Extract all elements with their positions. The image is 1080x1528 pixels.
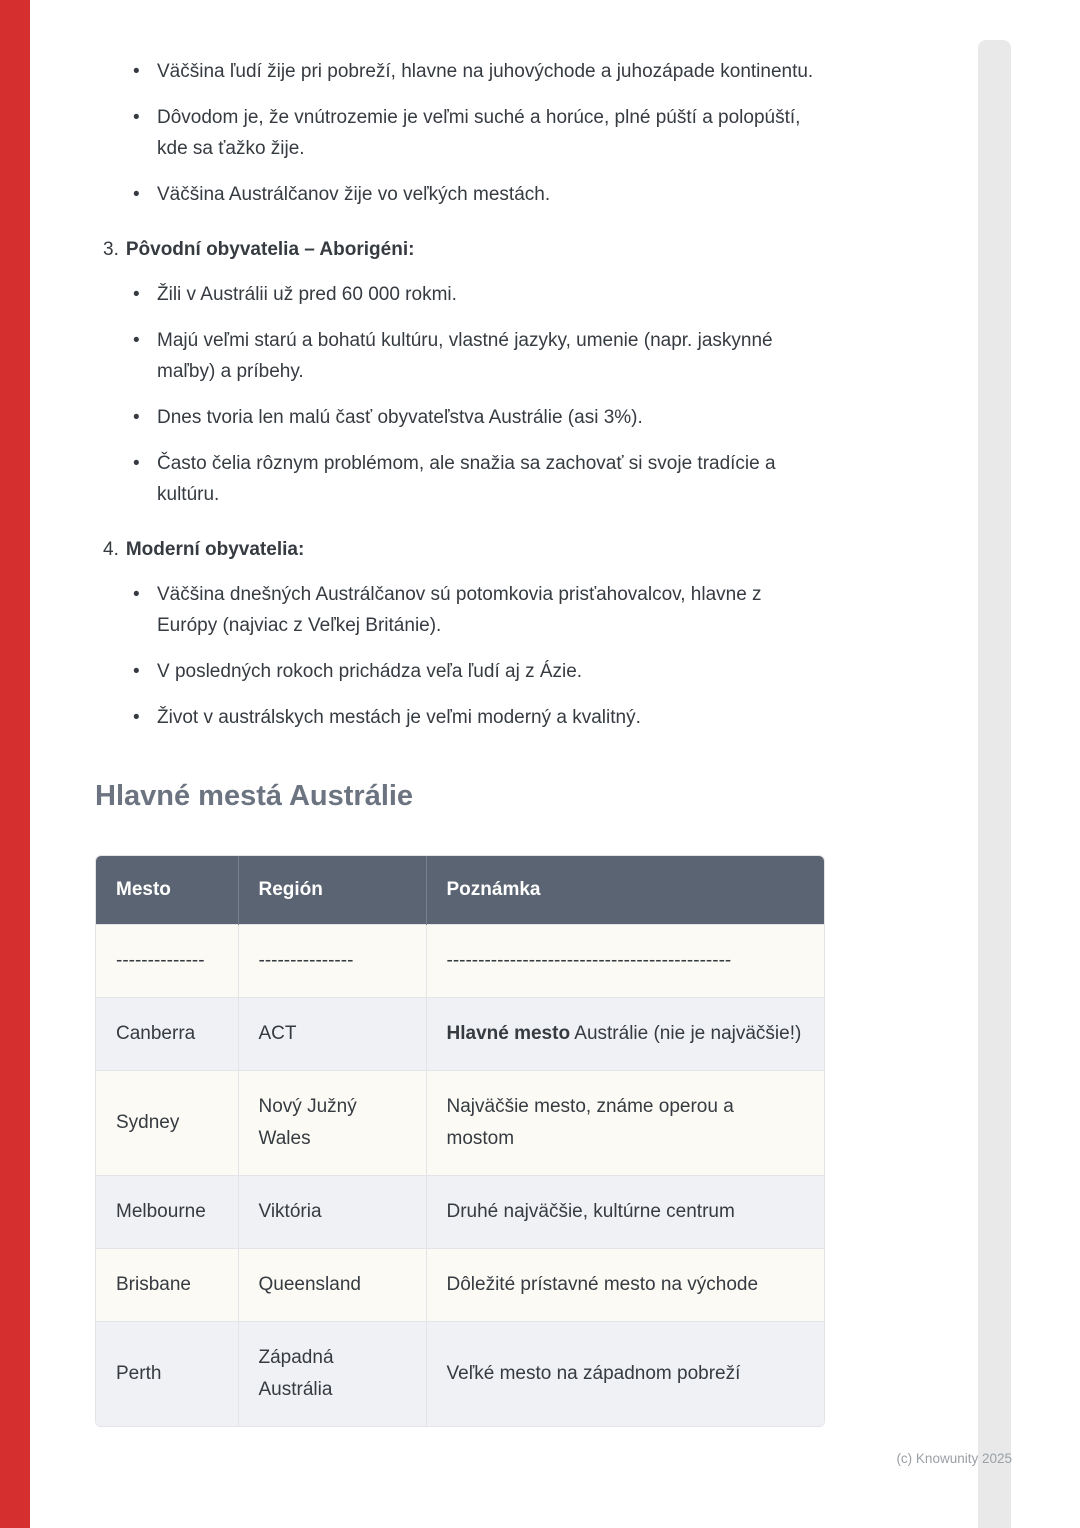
bullet-item: • Väčšina Austrálčanov žije vo veľkých mestách. bbox=[157, 179, 825, 210]
table-cell-city: Canberra bbox=[96, 998, 238, 1071]
section-title bbox=[95, 534, 860, 565]
note-text: Druhé najväčšie, kultúrne centrum bbox=[446, 1201, 735, 1222]
table-cell-city: Perth bbox=[96, 1322, 238, 1427]
column-header-city: Mesto bbox=[96, 856, 238, 925]
copyright-notice: (c) Knowunity 2025 bbox=[896, 1451, 1012, 1466]
bullet-item: • Väčšina dnešných Austrálčanov sú potomkovia prisťahovalcov, hlavne z Európy (najviac z Veľkej Británie). bbox=[157, 579, 825, 641]
note-text: Najväčšie mesto, známe operou a mostom bbox=[446, 1096, 734, 1149]
table-cell-region: Nový Južný Wales bbox=[238, 1071, 426, 1176]
note-bold-text: Hlavné mesto bbox=[446, 1023, 571, 1044]
bullet-item: • Často čelia rôznym problémom, ale snažia sa zachovať si svoje tradície a kultúru. bbox=[157, 448, 825, 510]
bullet-item: • Dôvodom je, že vnútrozemie je veľmi suché a horúce, plné púští a polopúští, kde sa ťažko žije. bbox=[157, 102, 825, 164]
table-cell-city: Sydney bbox=[96, 1071, 238, 1176]
table-cell-separator: --------------------------------------------- bbox=[426, 925, 825, 998]
section-bullet-list bbox=[95, 279, 860, 510]
table-row bbox=[96, 998, 825, 1071]
table-cell-note bbox=[426, 1071, 825, 1176]
table-separator-row bbox=[96, 925, 825, 998]
table-cell-region: Západná Austrália bbox=[238, 1322, 426, 1427]
section-bullet-list bbox=[95, 579, 860, 733]
note-text: Dôležité prístavné mesto na východe bbox=[446, 1274, 759, 1295]
bullet-item: • Žili v Austrálii už pred 60 000 rokmi. bbox=[157, 279, 825, 310]
table-cell-note bbox=[426, 1176, 825, 1249]
section-number: 3. bbox=[103, 239, 119, 260]
table-cell-city: Brisbane bbox=[96, 1249, 238, 1322]
section-title-text: Moderní obyvatelia: bbox=[125, 539, 305, 560]
bullet-item: • V posledných rokoch prichádza veľa ľudí aj z Ázie. bbox=[157, 656, 825, 687]
table-row bbox=[96, 1071, 825, 1176]
bullet-item: • Majú veľmi starú a bohatú kultúru, vlastné jazyky, umenie (napr. jaskynné maľby) a príbehy. bbox=[157, 325, 825, 387]
table-cell-separator: --------------- bbox=[238, 925, 426, 998]
page-title: Hlavné mestá Austrálie bbox=[95, 780, 414, 812]
section-number: 4. bbox=[103, 539, 119, 560]
cities-table-grid bbox=[96, 856, 825, 1426]
cities-table bbox=[95, 855, 825, 1427]
section-modern-inhabitants bbox=[95, 534, 860, 733]
section-title-text: Pôvodní obyvatelia – Aborigéni: bbox=[125, 239, 415, 260]
table-cell-note bbox=[426, 1322, 825, 1427]
table-cell-note bbox=[426, 1249, 825, 1322]
scrollbar-track[interactable] bbox=[978, 40, 1011, 1528]
column-header-note: Poznámka bbox=[426, 856, 825, 925]
table-row bbox=[96, 1249, 825, 1322]
table-cell-separator: -------------- bbox=[96, 925, 238, 998]
note-text: Veľké mesto na západnom pobreží bbox=[446, 1363, 741, 1384]
table-cell-region: ACT bbox=[238, 998, 426, 1071]
table-cell-region: Queensland bbox=[238, 1249, 426, 1322]
table-cell-region: Viktória bbox=[238, 1176, 426, 1249]
table-header-row bbox=[96, 856, 825, 925]
table-cell-note bbox=[426, 998, 825, 1071]
table-cell-city: Melbourne bbox=[96, 1176, 238, 1249]
section-title bbox=[95, 234, 860, 265]
note-text: Austrálie (nie je najväčšie!) bbox=[570, 1023, 802, 1044]
table-row bbox=[96, 1322, 825, 1427]
bullet-item: • Dnes tvoria len malú časť obyvateľstva Austrálie (asi 3%). bbox=[157, 402, 825, 433]
intro-bullet-list bbox=[95, 56, 860, 210]
bullet-item: • Väčšina ľudí žije pri pobreží, hlavne na juhovýchode a juhozápade kontinentu. bbox=[157, 56, 825, 87]
section-original-inhabitants bbox=[95, 234, 860, 510]
column-header-region: Región bbox=[238, 856, 426, 925]
bullet-item: • Život v austrálskych mestách je veľmi moderný a kvalitný. bbox=[157, 702, 825, 733]
table-row bbox=[96, 1176, 825, 1249]
